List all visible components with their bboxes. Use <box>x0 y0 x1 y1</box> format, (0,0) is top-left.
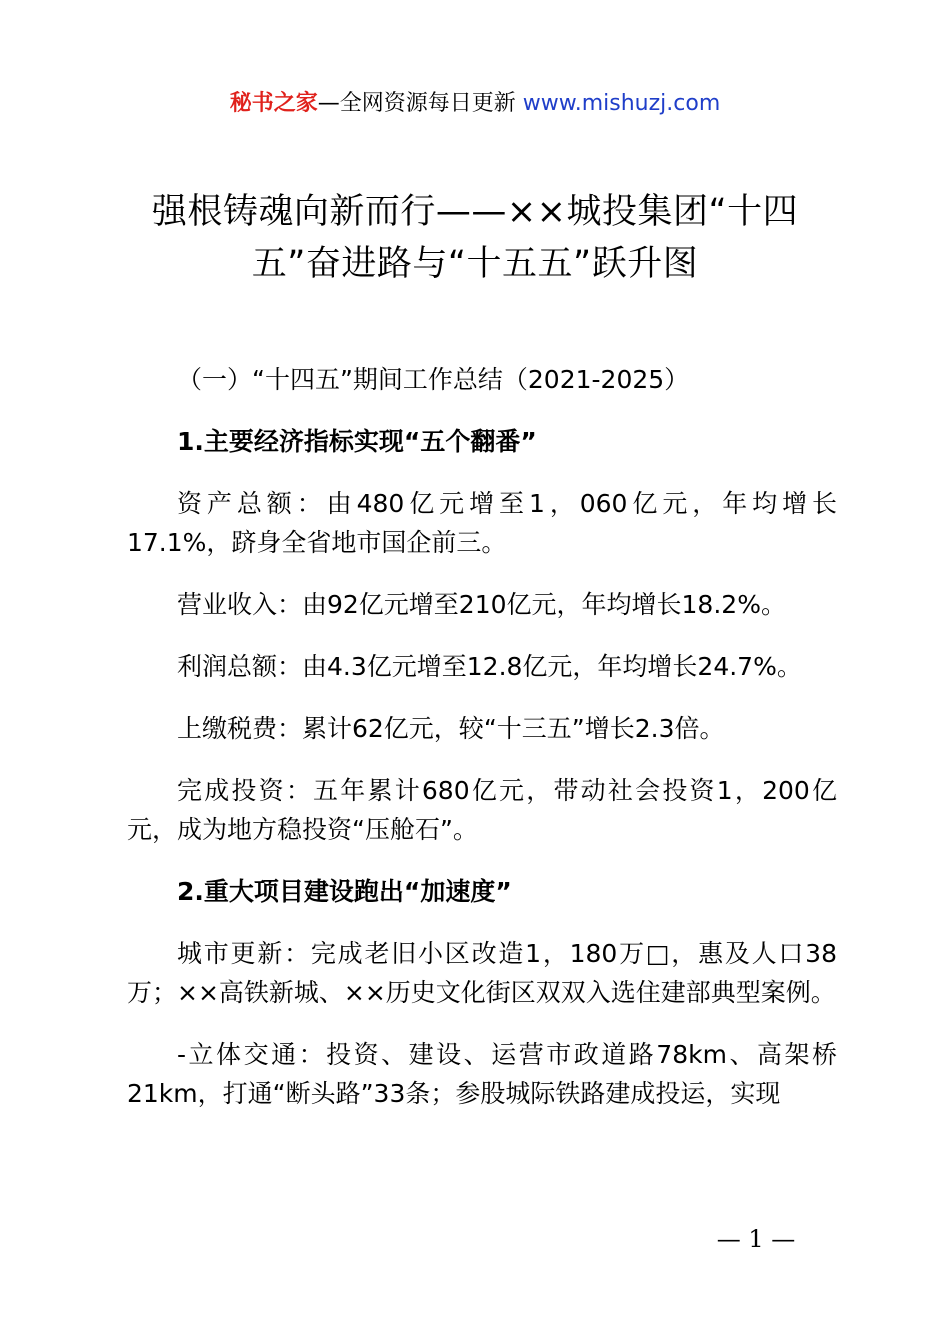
paragraph-revenue: 营业收入：由92亿元增至210亿元，年均增长18.2%。 <box>177 590 786 619</box>
site-header <box>0 88 950 120</box>
site-url-link[interactable]: www.mishuzj.com <box>522 91 721 116</box>
paragraph-taxes: 上缴税费：累计62亿元，较“十三五”增长2.3倍。 <box>177 714 725 743</box>
document-body <box>127 360 837 1113</box>
site-brand: 秘书之家 <box>229 91 318 116</box>
paragraph-transport: -立体交通：投资、建设、运营市政道路78km、高架桥21km，打通“断头路”33条；参股城际铁路建成投运，实现 <box>127 1040 837 1108</box>
paragraph-urban-renewal: 城市更新：完成老旧小区改造1，180万□，惠及人口38万；××高铁新城、××历史文化街区双双入选住建部典型案例。 <box>127 939 837 1007</box>
section-heading: （一）“十四五”期间工作总结（2021-2025） <box>177 365 690 394</box>
subheading-economic-indicators: 1.主要经济指标实现“五个翻番” <box>177 427 537 456</box>
document-title <box>120 186 830 290</box>
subheading-major-projects: 2.重大项目建设跑出“加速度” <box>177 877 512 906</box>
title-line-1: 强根铸魂向新而行——××城投集团“十四 <box>151 192 799 232</box>
paragraph-total-assets: 资产总额：由480亿元增至1，060亿元，年均增长17.1%，跻身全省地市国企前三。 <box>127 489 837 557</box>
paragraph-profit: 利润总额：由4.3亿元增至12.8亿元，年均增长24.7%。 <box>177 652 802 681</box>
page-number: — 1 — <box>716 1225 796 1253</box>
site-slogan: —全网资源每日更新 <box>317 91 523 116</box>
title-line-2: 五”奋进路与“十五五”跃升图 <box>251 244 699 284</box>
paragraph-investment: 完成投资：五年累计680亿元，带动社会投资1，200亿元，成为地方稳投资“压舱石”。 <box>127 776 837 844</box>
